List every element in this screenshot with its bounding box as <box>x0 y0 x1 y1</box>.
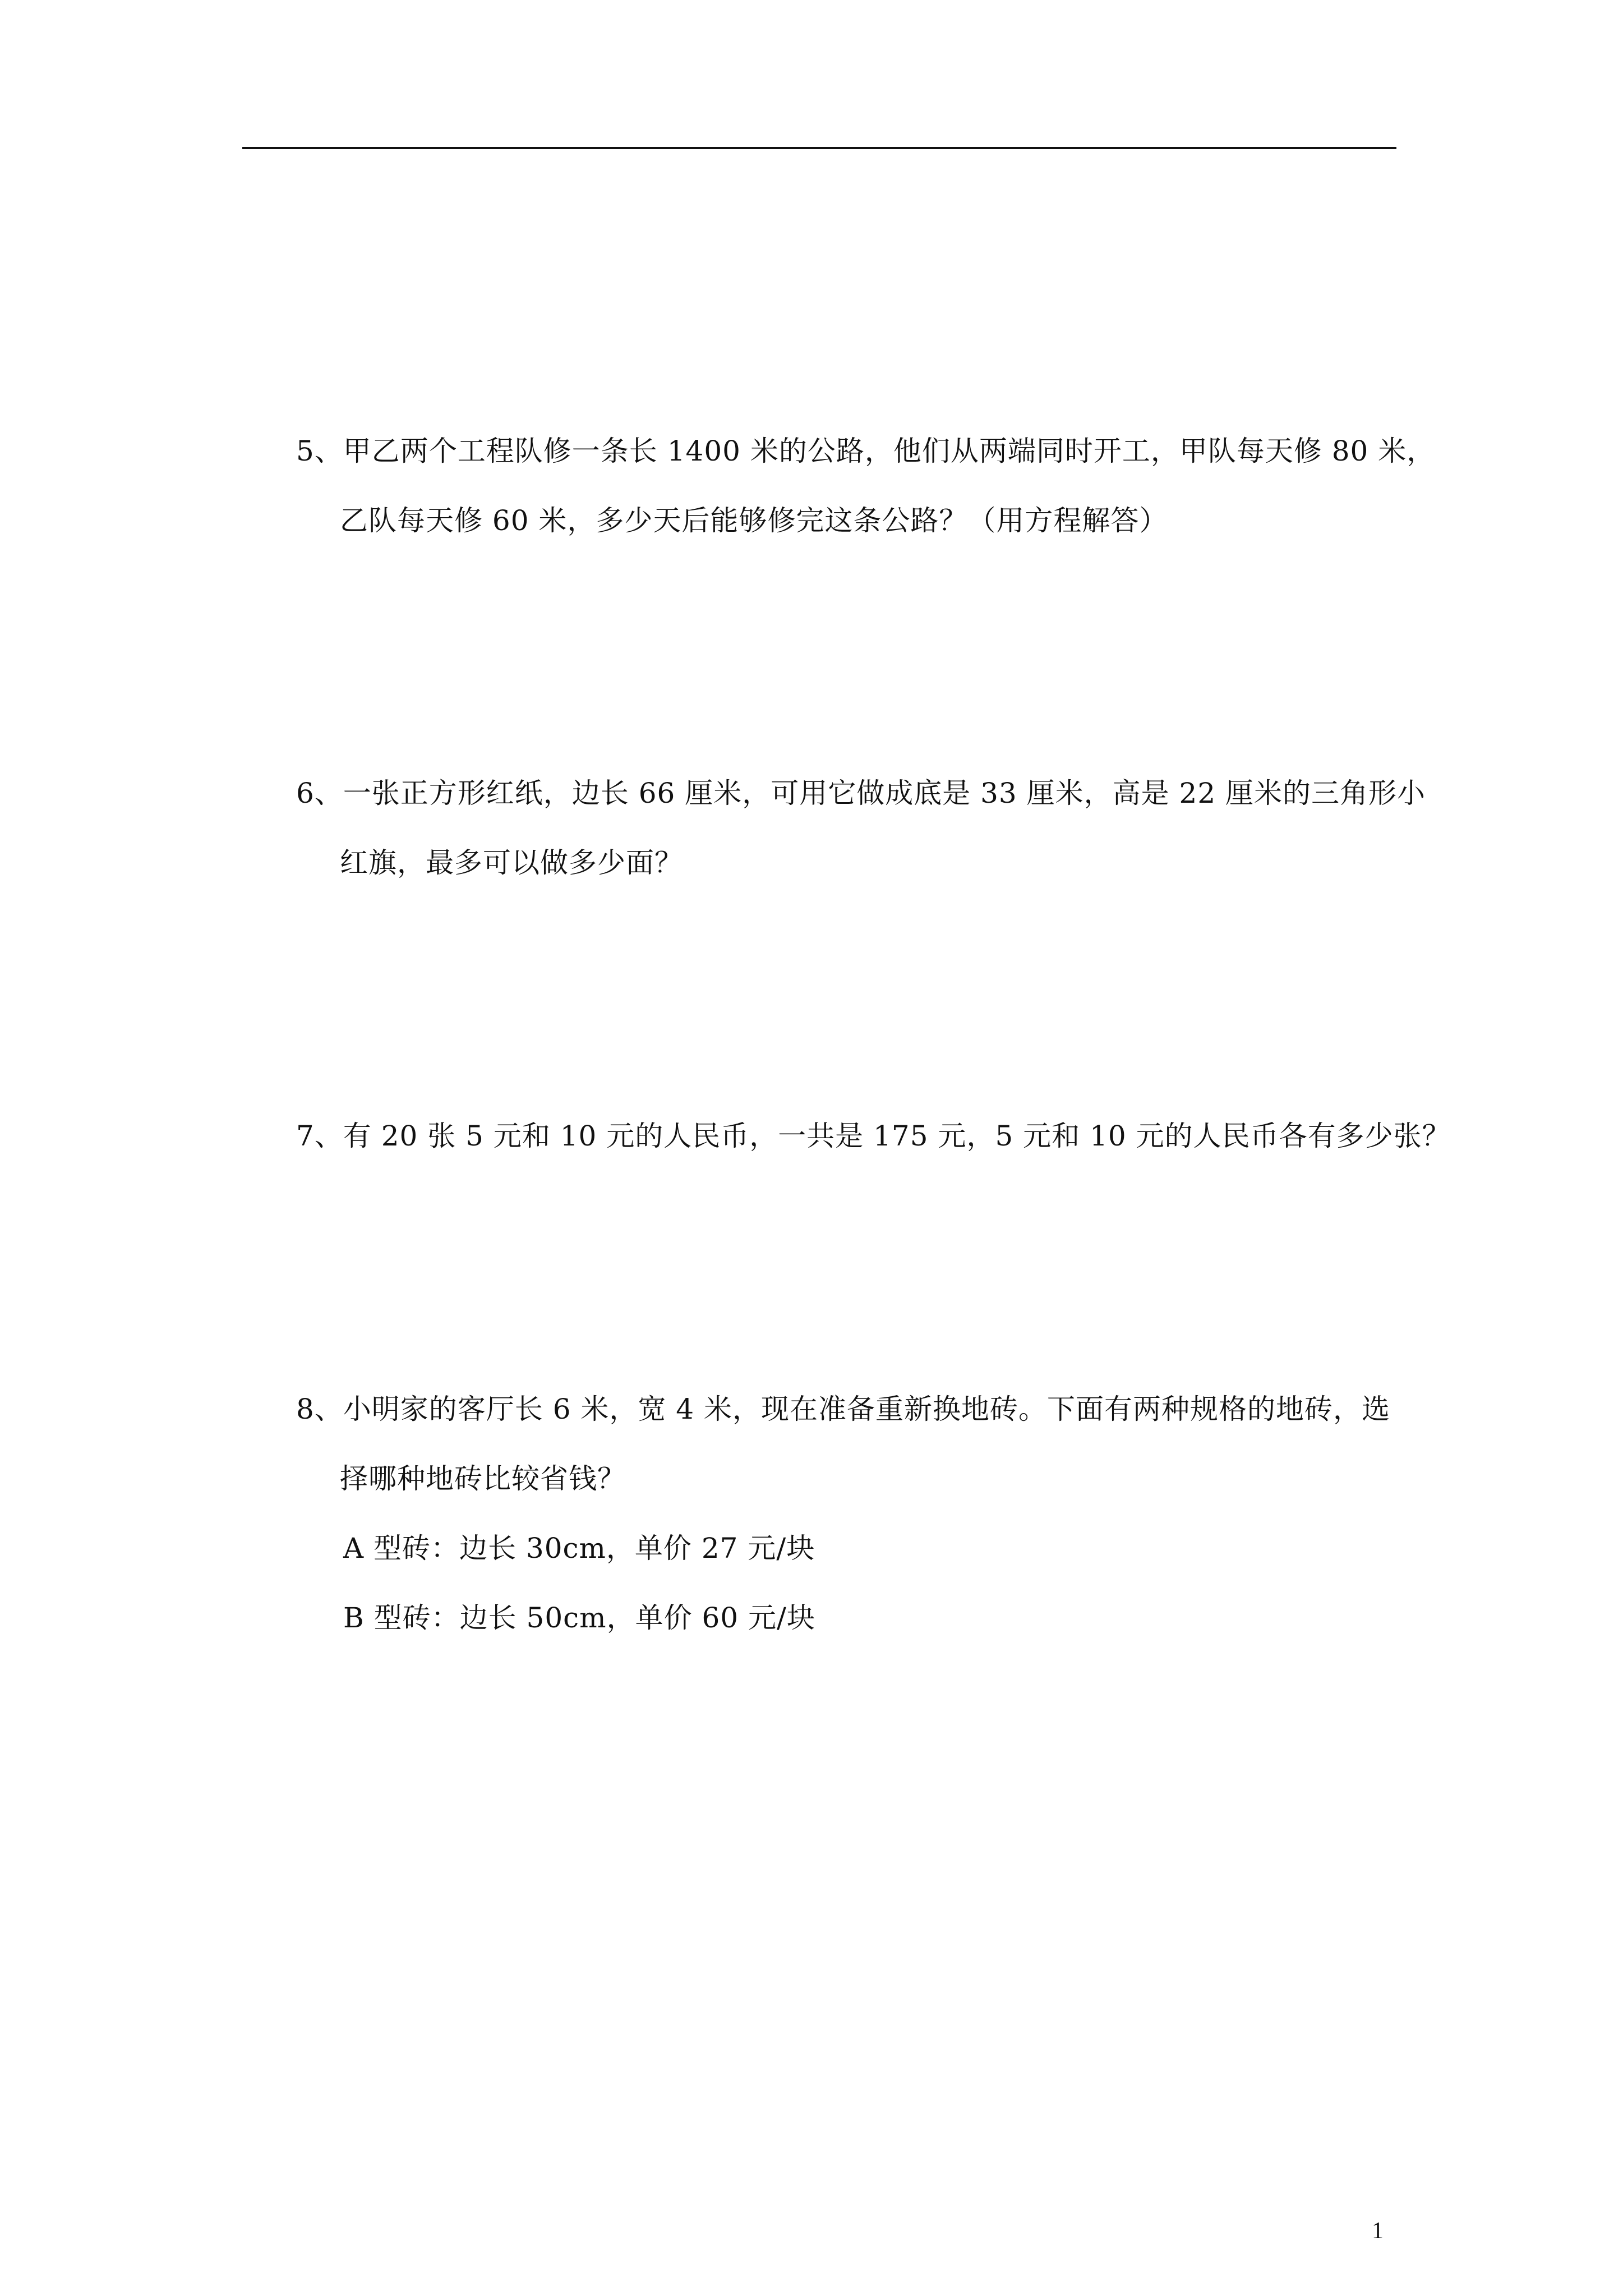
tile-option-b: B 型砖：边长 50cm，单价 60 元/块 <box>343 1602 815 1634</box>
question-7-line-1: 7、有 20 张 5 元和 10 元的人民币，一共是 175 元，5 元和 10 元的人民币各有多少张？ <box>296 1120 1451 1152</box>
question-6-line-1: 6、一张正方形红纸，边长 66 厘米，可用它做成底是 33 厘米，高是 22 厘米的三角形小 <box>296 777 1426 809</box>
question-8-line-1: 8、小明家的客厅长 6 米，宽 4 米，现在准备重新换地砖。下面有两种规格的地砖，选 <box>296 1393 1391 1425</box>
question-8-line-2: 择哪种地砖比较省钱？ <box>340 1462 626 1495</box>
question-6-line-2: 红旗，最多可以做多少面？ <box>340 846 683 879</box>
question-5-line-2: 乙队每天修 60 米，多少天后能够修完这条公路？（用方程解答） <box>340 504 1168 537</box>
tile-option-a: A 型砖：边长 30cm，单价 27 元/块 <box>343 1532 815 1565</box>
question-5-line-1: 5、甲乙两个工程队修一条长 1400 米的公路，他们从两端同时开工，甲队每天修 80 米， <box>296 435 1436 467</box>
header-rule <box>242 147 1396 149</box>
page-number: 1 <box>1372 2218 1384 2244</box>
